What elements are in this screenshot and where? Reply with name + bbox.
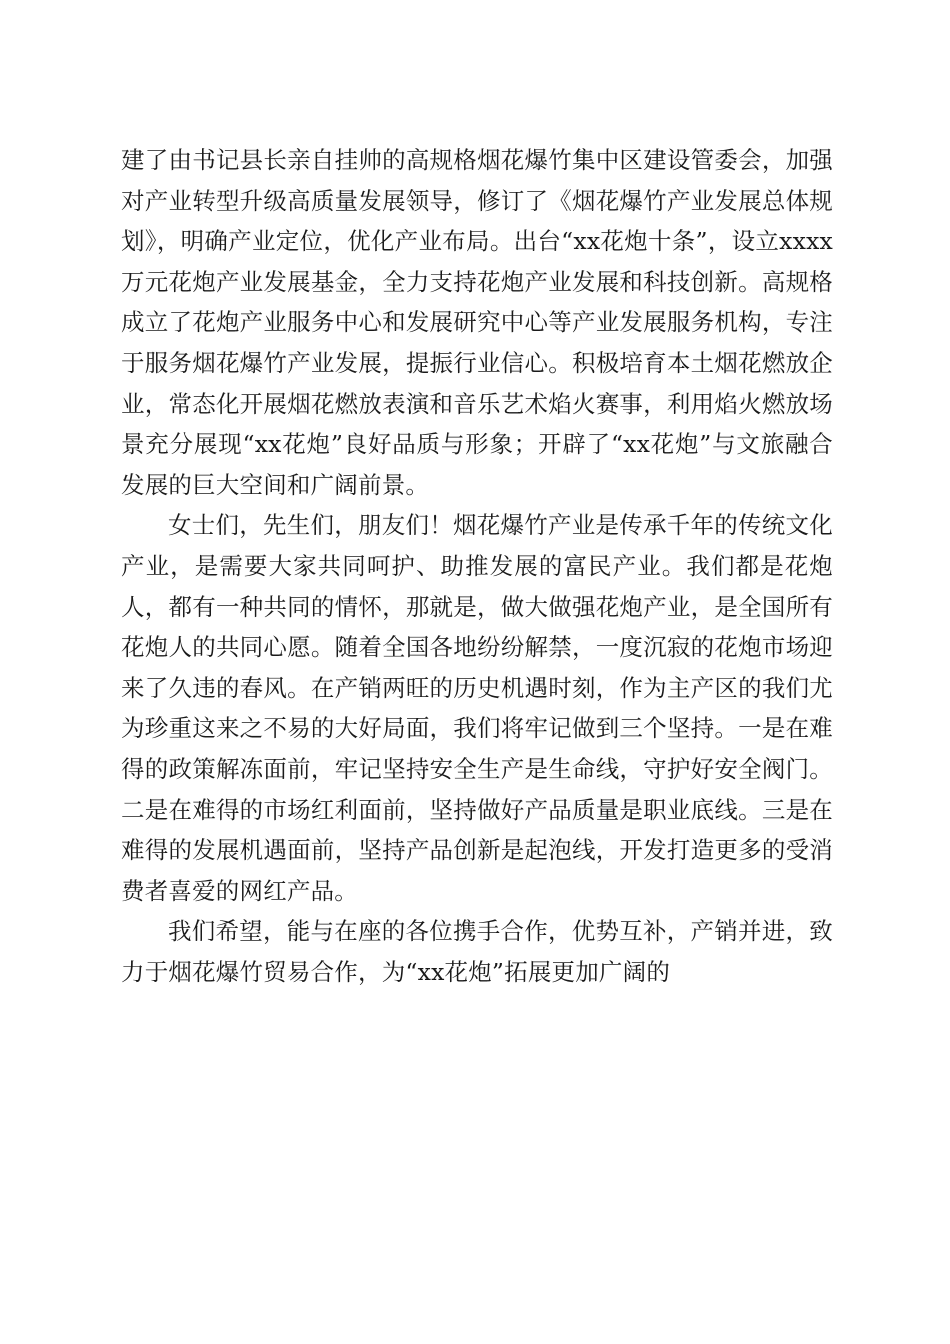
paragraph-greeting: 女士们，先生们，朋友们！烟花爆竹产业是传承千年的传统文化产业，是需要大家共同呵护、助推发展的富民产业。我们都是花炮人，都有一种共同的情怀，那就是，做大做强花炮产业，是全国所有花炮人的共同心愿。随着全国各地纷纷解禁，一度沉寂的花炮市场迎来了久违的春风。在产销两旺的历史机遇时刻，作为主产区的我们尤为珍重这来之不易的大好局面，我们将牢记做到三个坚持。一是在难得的政策解冻面前，牢记坚持安全生产是生命线，守护好安全阀门。二是在难得的市场红利面前，坚持做好产品质量是职业底线。三是在难得的发展机遇面前，坚持产品创新是起泡线，开发打造更多的受消费者喜爱的网红产品。 (121, 511, 833, 905)
paragraph-continued: 建了由书记县长亲自挂帅的高规格烟花爆竹集中区建设管委会，加强对产业转型升级高质量发展领导，修订了《烟花爆竹产业发展总体规划》，明确产业定位，优化产业布局。出台“xx花炮十条”，设立xxxx万元花炮产业发展基金，全力支持花炮产业发展和科技创新。高规格成立了花炮产业服务中心和发展研究中心等产业发展服务机构，专注于服务烟花爆竹产业发展，提振行业信心。积极培育本土烟花燃放企业，常态化开展烟花燃放表演和音乐艺术焰火赛事，利用焰火燃放场景充分展现“xx花炮”良好品质与形象；开辟了“xx花炮”与文旅融合发展的巨大空间和广阔前景。 (121, 146, 833, 499)
paragraph-cooperation: 我们希望，能与在座的各位携手合作，优势互补，产销并进，致力于烟花爆竹贸易合作，为“xx花炮”拓展更加广阔的 (121, 917, 833, 986)
body-text (121, 140, 833, 992)
